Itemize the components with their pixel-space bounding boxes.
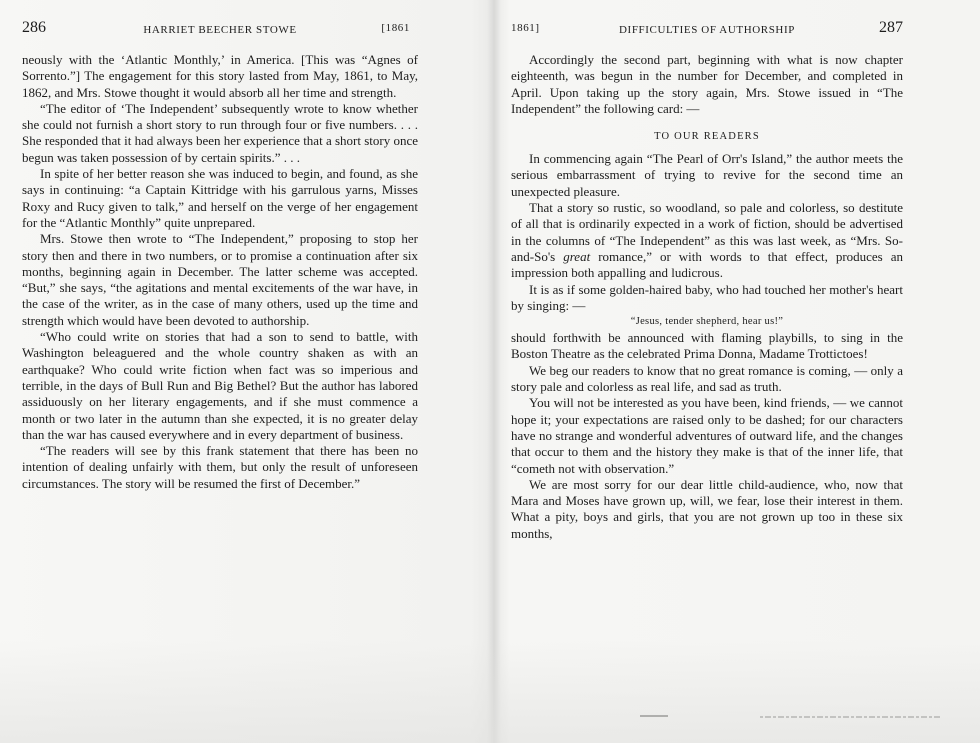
left-paragraph: neously with the ‘Atlantic Monthly,’ in America. [This was “Agnes of Sorrento.”] The engagement for this story lasted from May, 1861, to May, 1862, and Mrs. Stowe thought it would absorb all her time and strength. <box>22 52 418 100</box>
left-page-number: 286 <box>22 19 46 36</box>
right-paragraph: We beg our readers to know that no great romance is coming, — only a story pale and colorless as real life, and sad as truth. <box>511 362 903 395</box>
section-heading: TO OUR READERS <box>654 131 760 143</box>
left-paragraph: Mrs. Stowe then wrote to “The Independent,” proposing to stop her story then and there in two numbers, or to promise a continuation after six months, beginning again in December. The latter scheme was accepted. “But,” she says, “the agitations and mental excitements of the war have, in the case of the writer, as in the case of many others, used up the time and strength which would have been devoted to authorship. <box>22 231 418 328</box>
left-running-title: HARRIET BEECHER STOWE <box>143 24 297 36</box>
right-paragraph: In commencing again “The Pearl of Orr's Island,” the author meets the serious embarrassment of trying to revive for the second time an unexpected pleasure. <box>511 151 903 199</box>
left-paragraph: In spite of her better reason she was induced to begin, and found, as she says in continuing: “a Captain Kittridge with his garrulous yarns, Misses Roxy and Rucy given to talk,” and herself on the verge of her engagement for the “Atlantic Monthly” quite unprepared. <box>22 166 418 230</box>
right-paragraph: You will not be interested as you have been, kind friends, — we cannot hope it; your expectations are raised only to be dashed; for our characters have no strange and wonderful adventures of outward life, and the changes that occur to them and the history they make is that of the inner life, that “cometh not with observation.” <box>511 395 903 476</box>
right-paragraph: should forthwith be announced with flaming playbills, to sing in the Boston Theatre as the celebrated Prima Donna, Madame Trottictoes! <box>511 330 903 362</box>
hymn-quote: “Jesus, tender shepherd, hear us!” <box>630 316 784 328</box>
right-year-mark: 1861] <box>511 22 540 34</box>
left-year-mark: [1861 <box>381 22 410 34</box>
right-running-title: DIFFICULTIES OF AUTHORSHIP <box>619 24 795 36</box>
left-paragraph: “The readers will see by this frank statement that there has been no intention of dealing unfairly with them, but only the result of unforeseen circumstances. The story will be resumed the first of December.” <box>22 443 418 491</box>
left-paragraph: “The editor of ‘The Independent’ subsequently wrote to know whether she could not furnish a short story to run through four or five numbers. . . . She responded that it had always been her experience that a short story once begun was taken possession of by certain spirits.” . . . <box>22 100 418 165</box>
right-paragraph: That a story so rustic, so woodland, so pale and colorless, so destitute of all that is ordinarily expected in a work of fiction, should be advertised in the columns of “The Independent” as this was last week, as “Mrs. So-and-So's great romance,” or with words to that effect, produces an impression both appalling and ludicrous. <box>511 200 904 281</box>
right-paragraph: We are most sorry for our dear little child-audience, who, now that Mara and Moses have grown up, will, we fear, lose their interest in them. What a pity, boys and girls, that you are not grown up too in these six months, <box>511 476 903 541</box>
right-page-number: 287 <box>879 19 903 36</box>
left-paragraph: “Who could write on stories that had a son to send to battle, with Washington beleaguered and the whole country shaken as with an earthquake? Who could write fiction when fact was so imperious and terrible, in the days of Bull Run and Big Bethel? But the author has labored assiduously on her literary engagements, and if she must commence a month or two later in the autumn than she expected, it is no greater delay than the war has caused everywhere and in every department of business. <box>22 329 418 442</box>
right-paragraph: It is as if some golden-haired baby, who had touched her mother's heart by singing: — <box>511 281 903 313</box>
right-intro-paragraph: Accordingly the second part, beginning with what is now chapter eighteenth, was begun in the number for December, and completed in April. Upon taking up the story again, Mrs. Stowe issued in “The Independent” the following card: — <box>511 52 903 116</box>
